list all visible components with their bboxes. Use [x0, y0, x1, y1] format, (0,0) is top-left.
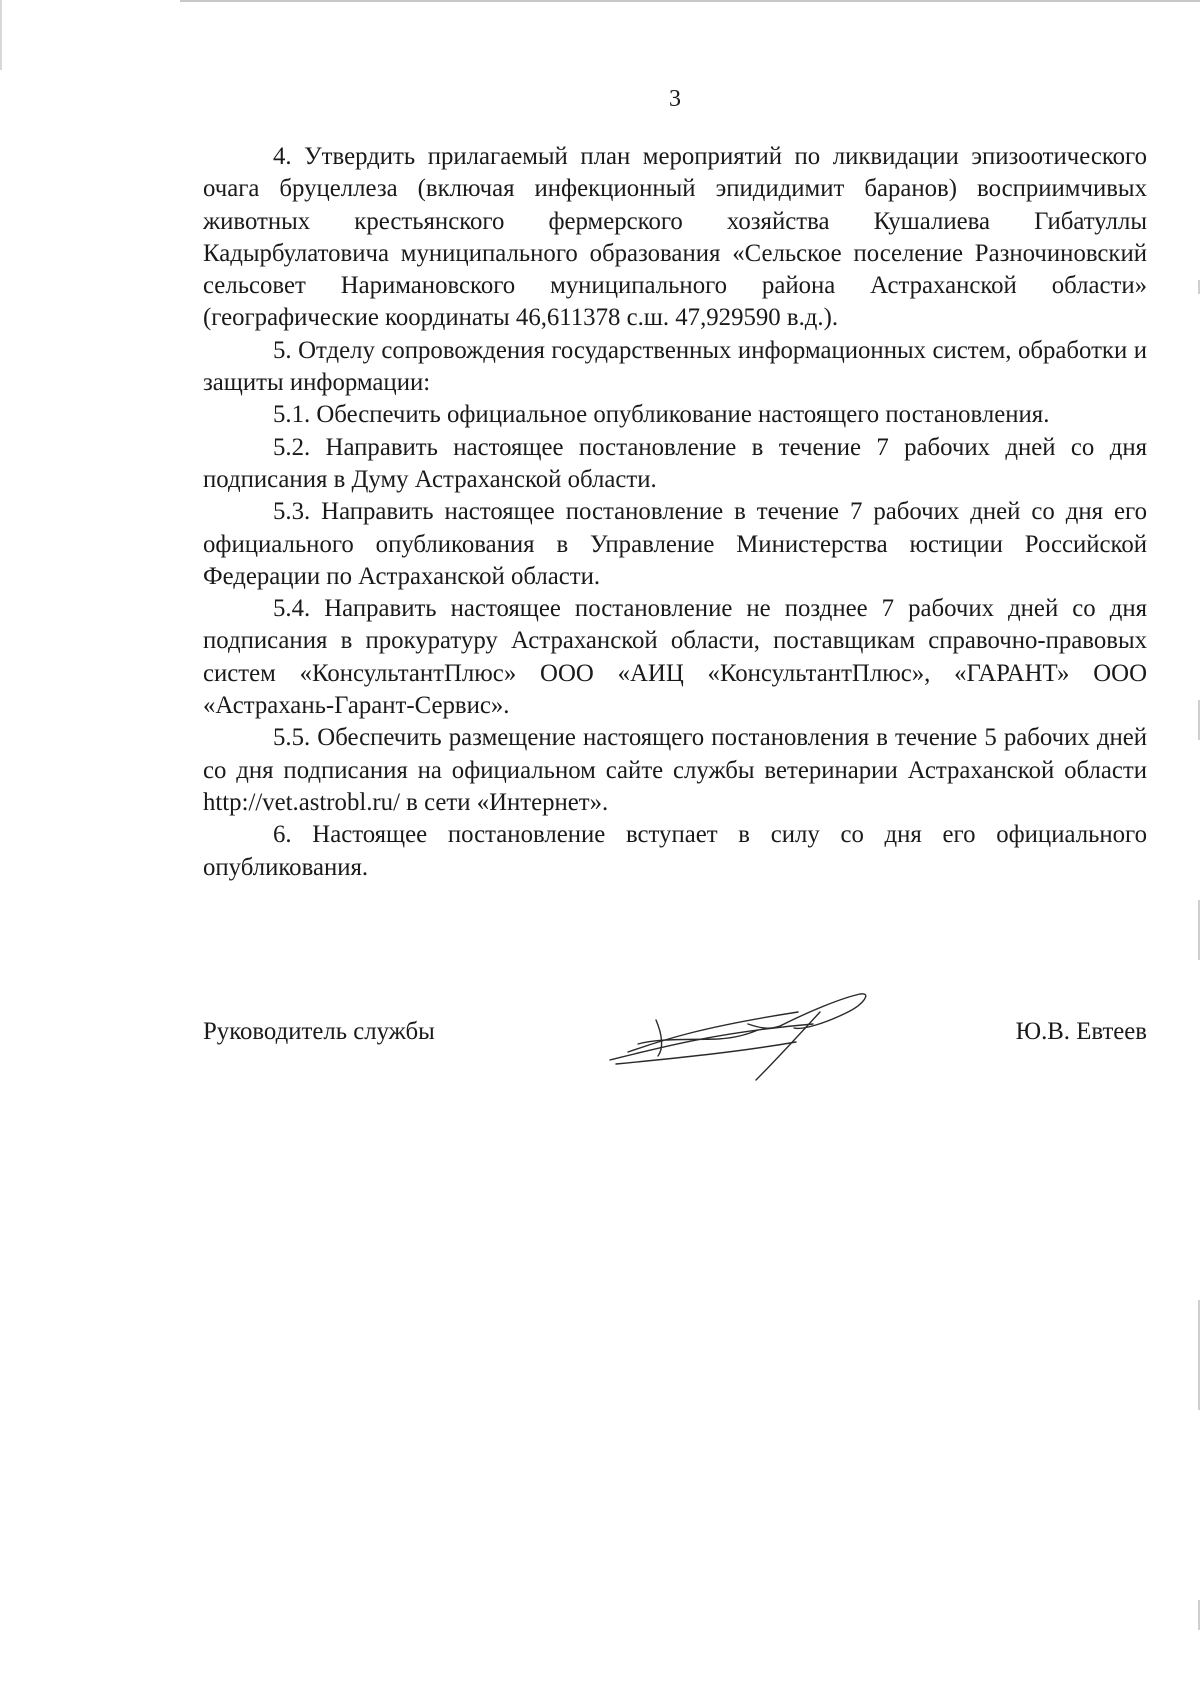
signatory-name: Ю.В. Евтеев	[1015, 1018, 1147, 1045]
page-number: 3	[669, 86, 681, 112]
paragraph-5: 5. Отделу сопровождения государственных информационных систем, обработки и защиты информации:	[203, 336, 1147, 397]
signatory-position: Руководитель службы	[203, 1018, 435, 1045]
handwritten-signature	[598, 982, 898, 1082]
scan-top-edge	[180, 0, 1200, 2]
paragraph-6: 6. Настоящее постановление вступает в силу со дня его официального опубликования.	[203, 821, 1147, 881]
paragraph-5-4: 5.4. Направить настоящее постановление не позднее 7 рабочих дней со дня подписания в прокуратуру Астраханской области, поставщикам справочно-правовых систем «КонсультантПлюс» ООО «АИЦ «КонсультантПлюс», «ГАРАНТ» ООО «Астрахань-Гарант-Сервис».	[203, 595, 1147, 720]
document-body	[203, 141, 1147, 884]
scan-left-edge	[0, 0, 2, 70]
paragraph-4: 4. Утвердить прилагаемый план мероприятий по ликвидации эпизоотического очага бруцеллеза (включая инфекционный эпидидимит баранов) восприимчивых животных крестьянского фермерского хозяйства Кушалиева Гибатуллы Кадырбулатовича муниципального образования «Сельское поселение Разночиновский сельсовет Наримановского муниципального района Астраханской области» (географические координаты 46,611378 с.ш. 47,929590 в.д.).	[203, 143, 1147, 332]
paragraph-5-5: 5.5. Обеспечить размещение настоящего постановления в течение 5 рабочих дней со дня подписания на официальном сайте службы ветеринарии Астраханской области http://vet.astrobl.ru/ в сети «Интернет».	[203, 724, 1147, 816]
paragraph-5-3: 5.3. Направить настоящее постановление в течение 7 рабочих дней со дня его официального опубликования в Управление Министерства юстиции Российской Федерации по Астраханской области.	[203, 498, 1147, 590]
signature-block	[203, 1010, 1147, 1070]
paragraph-5-2: 5.2. Направить настоящее постановление в течение 7 рабочих дней со дня подписания в Думу Астраханской области.	[203, 433, 1147, 493]
paragraph-5-1: 5.1. Обеспечить официальное опубликование настоящего постановления.	[273, 401, 1050, 429]
